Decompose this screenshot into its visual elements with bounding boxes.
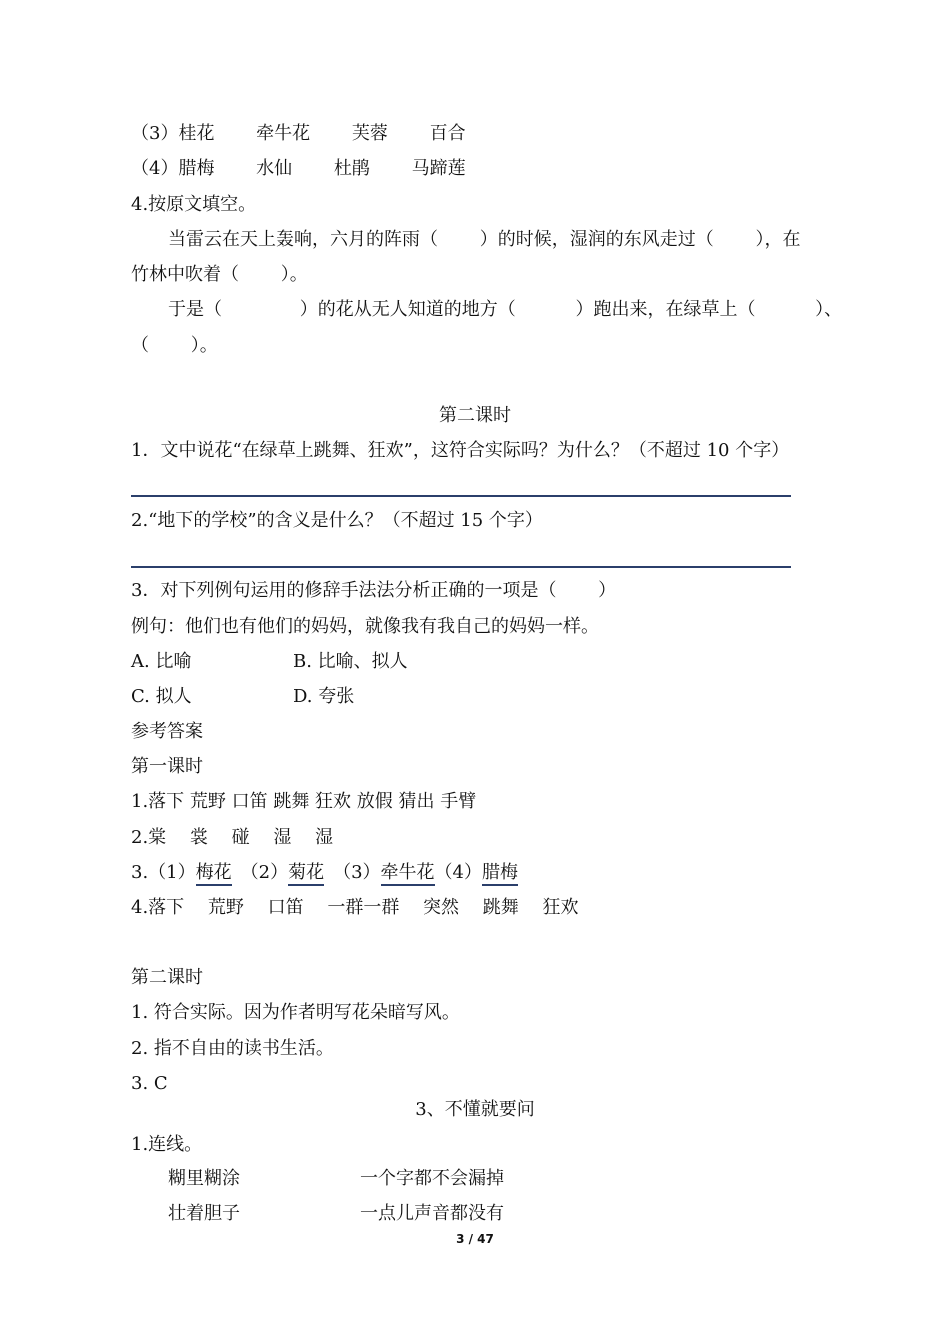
option-a: A. 比喻: [131, 651, 192, 672]
answer-3-value-1: 梅花: [196, 862, 232, 886]
lesson2-title: 第二课时: [439, 405, 511, 426]
answer-b1: 1. 符合实际。因为作者明写花朵暗写风。: [131, 1002, 460, 1023]
fill-blank-line-2: 竹林中吹着（ ）。: [131, 264, 308, 285]
page-number: 3 / 47: [456, 1232, 494, 1246]
option-b: B. 比喻、拟人: [293, 651, 408, 672]
match-right-1: 一个字都不会漏掉: [360, 1168, 504, 1189]
lesson2-question-2: 2.“地下的学校”的含义是什么？（不超过 15 个字）: [131, 510, 543, 531]
fill-blank-line-1: 当雷云在天上轰响，六月的阵雨（ ）的时候，湿润的东风走过（ ），在: [168, 229, 801, 250]
flower-group-3: （3）桂花 牵牛花 芙蓉 百合: [131, 123, 466, 144]
answer-3-prefix-2: （2）: [231, 862, 289, 883]
lesson2-question-3: 3．对下列例句运用的修辞手法法分析正确的一项是（ ）: [131, 580, 617, 601]
question-4-title: 4.按原文填空。: [131, 194, 257, 215]
section3-title: 3、不懂就要问: [415, 1099, 535, 1120]
answer-line-2: [131, 566, 791, 568]
match-left-2: 壮着胆子: [168, 1203, 240, 1224]
answer-4: 4.落下 荒野 口笛 一群一群 突然 跳舞 狂欢: [131, 897, 579, 918]
answer-3-value-4: 腊梅: [482, 862, 518, 886]
answer-3-value-3: 牵牛花: [381, 862, 435, 886]
answers-lesson2-title: 第二课时: [131, 967, 203, 988]
answer-3-prefix-3: （3）: [324, 862, 381, 883]
answer-3-prefix-4: （4）: [434, 862, 482, 883]
answer-b2: 2. 指不自由的读书生活。: [131, 1038, 334, 1059]
flower-group-4: （4）腊梅 水仙 杜鹃 马蹄莲: [131, 158, 466, 179]
answer-b3: 3. C: [131, 1073, 168, 1094]
section3-question-1: 1.连线。: [131, 1134, 203, 1155]
answers-lesson1-title: 第一课时: [131, 756, 203, 777]
answers-title: 参考答案: [131, 721, 203, 742]
fill-blank-line-3: 于是（ ）的花从无人知道的地方（ ）跑出来，在绿草上（ ）、: [168, 299, 843, 320]
answer-line-1: [131, 495, 791, 497]
answer-1: 1.落下 荒野 口笛 跳舞 狂欢 放假 猜出 手臂: [131, 791, 477, 812]
match-left-1: 糊里糊涂: [168, 1168, 240, 1189]
example-sentence: 例句：他们也有他们的妈妈，就像我有我自己的妈妈一样。: [131, 616, 599, 637]
lesson2-question-1: 1．文中说花“在绿草上跳舞、狂欢”，这符合实际吗？为什么？（不超过 10 个字）: [131, 440, 790, 461]
answer-3-prefix-1: 3.（1）: [131, 862, 196, 883]
fill-blank-line-4: （ ）。: [131, 335, 218, 356]
answer-3-value-2: 菊花: [288, 862, 324, 886]
option-d: D. 夸张: [293, 686, 355, 707]
answer-3: [131, 861, 518, 885]
match-right-2: 一点儿声音都没有: [360, 1203, 504, 1224]
option-c: C. 拟人: [131, 686, 192, 707]
answer-2: 2.棠 裳 碰 湿 湿: [131, 827, 334, 848]
